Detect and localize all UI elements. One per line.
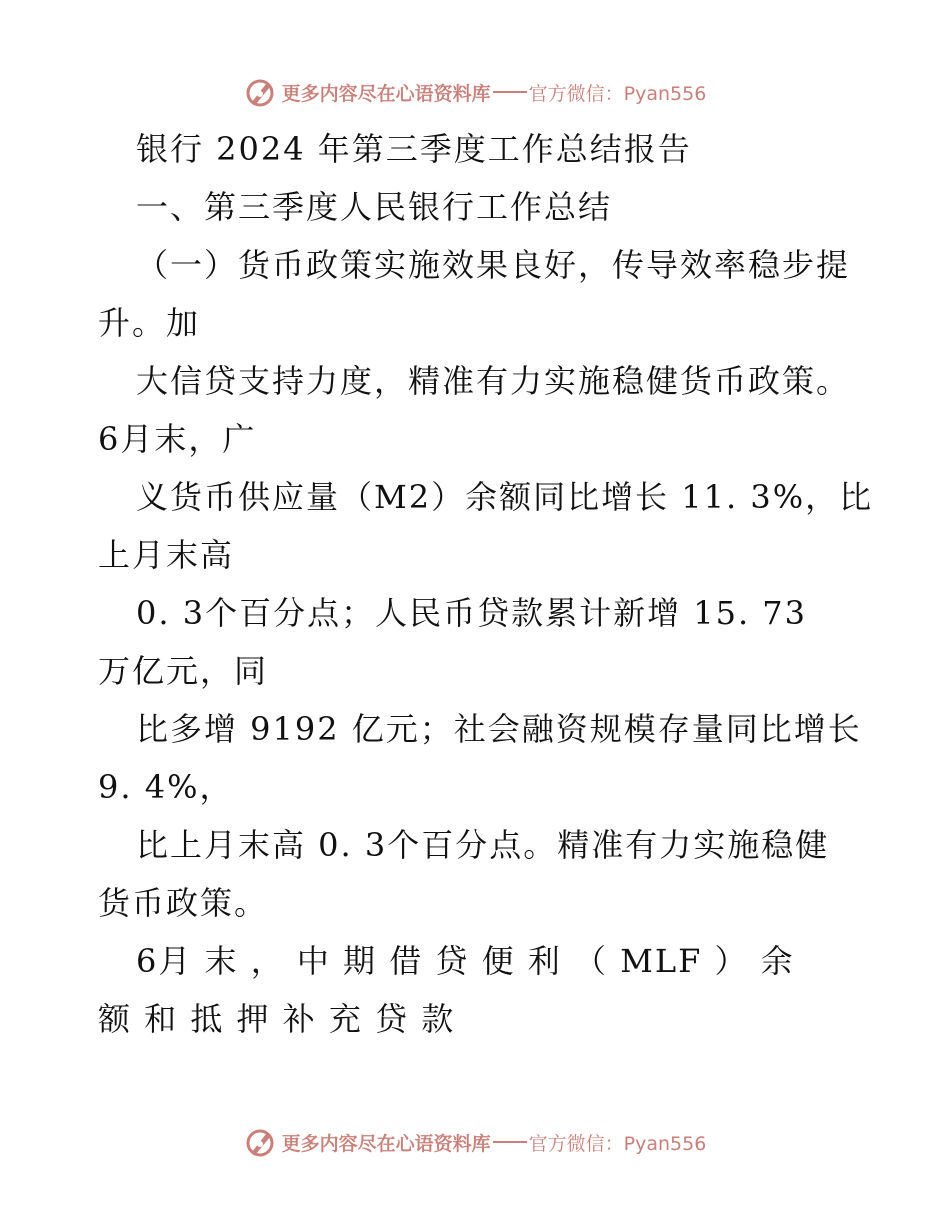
paragraph-line: （一）货币政策实施效果良好，传导效率稳步提 bbox=[136, 246, 851, 284]
paragraph-line: 货币政策。 bbox=[98, 884, 269, 922]
paragraph-line: 9. 4%， bbox=[98, 768, 234, 806]
paragraph-line: 大信贷支持力度，精准有力实施稳健货币政策。 bbox=[136, 362, 851, 400]
paragraph-line: 0. 3个百分点；人民币贷款累计新增 15. 73 bbox=[136, 594, 808, 632]
pen-logo-icon bbox=[244, 1126, 276, 1158]
header-watermark-banner bbox=[0, 72, 950, 112]
paragraph-line: 额 和 抵 押 补 充 贷 款 bbox=[98, 1000, 456, 1038]
paragraph-line: 义货币供应量（M2）余额同比增长 11. 3%，比 bbox=[136, 478, 874, 516]
watermark-dash bbox=[493, 1141, 527, 1143]
watermark-wechat: 官方微信：Pyan556 bbox=[528, 1132, 707, 1155]
watermark-text: 更多内容尽在心语资料库 bbox=[281, 82, 491, 105]
paragraph-line: 万亿元，同 bbox=[98, 652, 269, 690]
document-body bbox=[98, 120, 874, 1048]
watermark-text: 更多内容尽在心语资料库 bbox=[281, 1132, 491, 1155]
section-heading: 一、第三季度人民银行工作总结 bbox=[136, 188, 613, 226]
watermark-dash bbox=[493, 91, 527, 93]
paragraph-line: 6月末，广 bbox=[98, 420, 257, 458]
footer-watermark-banner bbox=[0, 1122, 950, 1162]
document-title: 银行 2024 年第三季度工作总结报告 bbox=[136, 130, 692, 168]
paragraph-line: 比上月末高 0. 3个百分点。精准有力实施稳健 bbox=[136, 826, 830, 864]
paragraph-line: 上月末高 bbox=[98, 536, 235, 574]
paragraph-line: 升。加 bbox=[98, 304, 201, 342]
watermark-wechat: 官方微信：Pyan556 bbox=[528, 82, 707, 105]
paragraph-line: 比多增 9192 亿元；社会融资规模存量同比增长 bbox=[136, 710, 862, 748]
paragraph-line: 6月 末 ， 中 期 借 贷 便 利 （ MLF ） 余 bbox=[136, 942, 795, 980]
pen-logo-icon bbox=[244, 76, 276, 108]
